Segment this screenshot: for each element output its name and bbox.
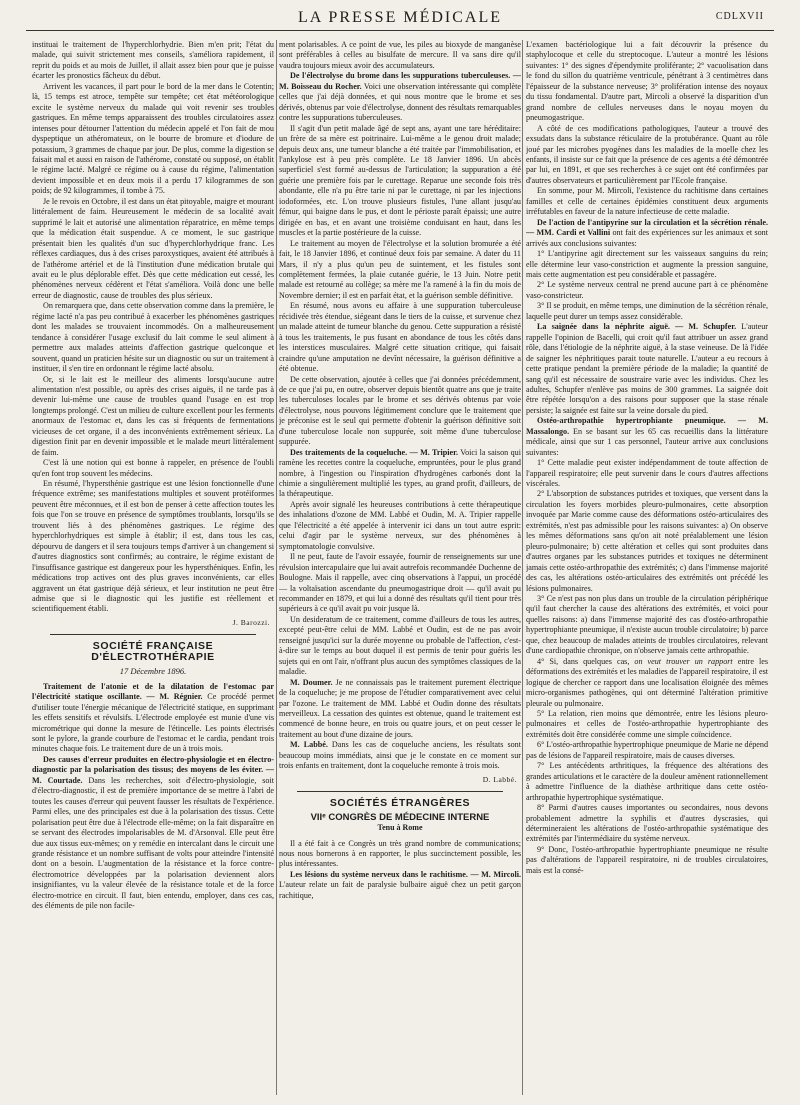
article-body: ont fait des expériences sur les animaux et sont arrivés aux conclusions suivantes: [526,228,768,248]
article [279,870,521,901]
article-title: Traitement de l'atonie et de la dilatation de l'estomac par l'électricité statique oscillante. [32,681,274,702]
article-author: — M. Tripier. [407,447,459,457]
paragraph-body: entre les déformations des extrémités et les maladies de l'appareil respiratoire, il est logique de chercher ce rapport dans une localisation éloignée des mêmes micro-organismes pathogènes, qui ont déterminé l'altération primitive pleurale ou pulmonaire. [526,656,768,708]
paragraph: 2° Le système nerveux central ne prend aucune part à ce phénomène vaso-constricteur. [526,280,768,300]
paragraph: En résumé, l'hypersthénie gastrique est une lésion fonctionnelle d'une fréquence extrême; ses manifestations multiples et souvent protéiformes peuvent être méconnues, et il est bon de penser à cette affection toutes les fois que l'on se trouve en présence de symptômes troublants, lorsqu'ils se trouvent liés à des phénomènes gastriques. Le régime des hyperchlorhydriques est simple à établir; il est, dans tous les cas, dépourvu de dangers et il sera toujours temps d'arriver à un changement si d'autres diagnostics sont confirmés; au contraire, le régime existant de l'insuffisance gastrique est dangereux pour les hypersthéniques. Enfin, les médications trop actives ont des plus graves inconvénients, car elles aggravent un état gastrique déjà sérieux, et leur institution ne peut être admise que si le diagnostic qui les justifie est réellement et scientifiquement établi. [32,479,274,614]
congress-subtitle: Tenu à Rome [377,823,423,833]
article [32,682,274,755]
paragraph: instituai le traitement de l'hyperchlorhydrie. Bien m'en prit; l'état du malade, qui suivit strictement mes conseils, s'améliora rapidement, il reprit du poids et au mois de Juillet, il allait assez bien pour que je puisse écarter les pronostics fâcheux du début. [32,40,274,81]
article-author: — M. Boisseau du Rocher. [279,71,521,91]
article [279,71,521,123]
section-heading: SOCIÉTÉS ÉTRANGÈRES [329,797,471,810]
paragraph: Arrivent les vacances, il part pour le bord de la mer dans le Cotentin; là, 15 temps est atroce, tempête sur tempête; cet état météorologique excite le système nerveux du malade qui voit revenir ses troubles gastriques. En même temps apparaissent des troubles circulatoires assez intenses pour détourner l'attention du médecin appelé et l'on fait de mou dyspeptique un athéromateux, on le bourre de bromure et d'iodure de potassium, 3 grammes de chaque par jour. De plus, comme la digestion se faisait mal et aussi en raison de l'athérome, constaté ou supposé, on établit le régime lacté. Malgré ce régime ou à cause du régime, l'alimentation devient impossible et en deux mois il a perdu 17 kilogrammes de son poids; de 92 kilogrammes, il tombe à 75. [32,81,274,196]
speaker-name: M. Labbé. [290,740,328,750]
paragraph: De cette observation, ajoutée à celles que j'ai données précédemment, de ce que j'ai pu, en outre, observer depuis bientôt quatre ans que je traite les tuberculoses locales par le brome et ses dérivés obtenus par voie d'électrolyse, nous pouvons légitimement conclure que le traitement que je préconise est le seul qui permette d'obtenir la guérison définitive soit d'une tuberculose locale non suppurée, soit même d'une tuberculose suppurée. [279,374,521,447]
article [526,322,768,416]
paragraph [279,740,521,771]
paragraph: Je le revois en Octobre, il est dans un état pitoyable, maigre et mourant littéralement de faim. Heureusement le médecin de sa localité avait supprimé le lait et autorisé une alimentation réparatrice, en même temps que la médication était suspendue. A ce moment, le suc gastrique présentait bien les qualités d'un suc d'hyperchlorhydrique franc. Les réflexes cardiaques, dus à des crises paroxystiques, avaient été attribués à de l'athérome artériel et de là l'institution d'une médication brutale qui avait eu le plus déplorable effet. Dès que cette médication eut cessé, les phénomènes nerveux cédèrent et l'état s'améliora. Voilà donc une belle erreur de diagnostic, cause de troubles des plus sérieux. [32,196,274,300]
column-3 [526,40,768,1095]
article-author: — M. Courtade. [32,765,274,785]
paragraph: 3° Il se produit, en même temps, une diminution de la sécrétion rénale, laquelle peut durer un temps assez considérable. [526,301,768,321]
article-author: — M. Mircoli. [467,869,521,879]
paragraph: En somme, pour M. Mircoli, l'existence du rachitisme dans certaines familles et celle de certaines épidémies constituent deux arguments irréfutables en faveur de la nature infectieuse de cette maladie. [526,186,768,217]
paragraph: Un desideratum de ce traitement, comme d'ailleurs de tous les autres, excepté peut-être celui de MM. Labbé et Oudin, est de ne pas avoir renseigné jusqu'ici sur la durée moyenne ou probable de l'affection, c'est-à-dire sur le temps au bout duquel il est permis de tenir pour guéris les sujets qui en ont l'air, n'offrant plus aucun des symptômes classiques de la maladie. [279,614,521,677]
paragraph: C'est là une notion qui est bonne à rappeler, en présence de l'oubli qu'en font trop souvent les médecins. [32,458,274,478]
article-body: L'auteur relate un fait de paralysie bulbaire aiguë chez un petit garçon rachitique, [279,880,521,900]
header-rule [26,30,774,31]
paragraph: Or, si le lait est le meilleur des aliments lorsqu'aucune autre alimentation n'est possible, ou après des crises aiguës, il ne tarde pas à devenir lui-même une cause de troubles quand l'usage en est trop longtemps prolongé. C'est un milieu de culture excellent pour les ferments anormaux de l'estomac et, dans les cas si fréquents de fermentations vicieuses de cet organe, il a des inconvénients extrêmement sérieux. La digestion finit par en devenir impossible et le malade meurt littéralement de faim. [32,374,274,457]
article [279,448,521,500]
article-title: De l'action de l'antipyrine sur la circulation et la sécrétion rénale. [537,217,768,227]
article [32,755,274,912]
article-author: — M. Régnier. [141,692,203,702]
article-title: Des causes d'erreur produites en électro-physiologie et en électro-diagnostic par la polarisation des tissus; des moyens de les éviter. [32,754,274,775]
article-body: Dans les recherches, soit d'électro-physiologie, soit d'électro-diagnostic, il est de première importance de se mettre à l'abri de toutes les causes d'erreur qui peuvent fausser les résultats de l'expérience. Parmi elles, une des principales est due à la polarisation des tissus. Cette polarisation peut être due à l'électrode elle-même; on la fait disparaître en se servant des électrodes impolarisables de M. d'Arsonval. Elle peut être due aux tissus eux-mêmes; on y remédie en intercalant dans le circuit une grande résistance et un nombre suffisant de volts pour atteindre l'intensité dont on a besoin. L'augmentation de la résistance et la force contre-électromotrice développées par la polarisation deviennent alors insignifiantes, vu la valeur élevée de la résistance totale et de la force électro-motrice en circuit. Il faut, bien entendu, employer, dans ces cas, des éléments de pile non facile- [32,775,274,911]
article-author: — M. Massalongo. [526,416,768,436]
section-rule [297,791,503,792]
page-number: CDLXVII [715,11,764,22]
paragraph: Après avoir signalé les heureuses contributions à cette thérapeutique des inhalations d'ozone de MM. Labbé et Oudin, M. A. Tripier rappelle que l'électricité a été appelée à intervenir ici dans un tout autre esprit: celui d'agir par le système nerveux, sur des phénomènes à symptomatologie convulsive. [279,499,521,551]
paragraph-body: 4° Si, dans quelques cas, [537,656,635,666]
paragraph: 9° Donc, l'ostéo-arthropathie hypertrophiante pneumique ne résulte pas d'altérations de l'appareil respiratoire, ni de troubles circulatoires, mais est la consé- [526,844,768,875]
paragraph: Le traitement au moyen de l'électrolyse et la solution bromurée a été fait, le 18 Janvier 1896, et continué deux fois par semaine. A dater du 11 Mars, il n'y a plus qu'un peu de suintement, et les fistules sont complètement fermées, la plaie cutanée guérie, le 13 Juin. Notre petit malade est retourné au collège; sa mère me l'a ramené à la fin du mois de Novembre dernier; il est en parfait état, et la guérison semble définitive. [279,238,521,300]
article-title: Des traitements de la coqueluche. [290,447,408,457]
article [526,218,768,249]
speaker-name: M. Doumer. [290,677,333,687]
article-body: En se basant sur les 65 cas recueillis dans la littérature médicale, ainsi que sur 1 cas personnel, l'auteur arrive aux conclusions suivantes: [526,426,768,457]
paragraph: 3° Ce n'est pas non plus dans un trouble de la circulation périphérique qu'il faut chercher la cause des altérations des extrémités, et voici pour quelles raisons: a) dans l'immense majorité des cas d'ostéo-arthropathie hypertrophiante pneumique, il n'existe aucun trouble circulatoire; b) parce que, chez beaucoup de malades atteints de troubles circulatoires, relevant d'une cardiopathie chronique, on n'observe jamais cette arthropathie. [526,594,768,656]
paragraph: L'examen bactériologique lui a fait découvrir la présence du staphylocoque et celle du streptocoque. L'auteur a montré les lésions suivantes: 1° des signes d'épendymite proliférante; 2° vacuolisation dans le fond du sillon du quatrième ventricule, pénétrant à 3 centimètres dans l'épaisseur de la substance nerveuse; 3° prolifération intense des noyaux du tissu fondamental. D'autre part, Mircoli a observé la disparition d'un grand nombre de cellules nerveuses dans le noyau moyen du pneumogastrique. [526,40,768,123]
paragraph [526,657,768,709]
emphasis: on veut trouver un rapport [634,656,733,666]
column-2 [279,40,521,1095]
paragraph: Il s'agit d'un petit malade âgé de sept ans, ayant une tare héréditaire: un frère de sa mère est poitrinaire. Lui-même a le genou droit malade; depuis deux ans, une tumeur blanche a été traitée par l'immobilisation, et l'ankylose est à peu près complète. Le 18 Janvier 1896. Un abcès superficiel s'est formé au-dessus de l'articulation; la suppuration a été guérie une première fois par le curettage. Reparue une seconde fois très abondante, elle n'a pu être tarie ni par le curettage, ni par les injections iodoformées, etc. L'on trouve plusieurs fistules, l'une allant jusqu'au fémur, qui baigne dans le pus, et dont le périoste paraît épaissi; une autre dirigée en bas, et en avant une troisième conduisant en haut, dans les muscles et la partie postérieure de la cuisse. [279,123,521,238]
section-date: 17 Décembre 1896. [119,666,187,677]
article-title: De l'électrolyse du brome dans les suppurations tuberculeuses. [290,71,511,81]
article-author: — M. Schupfer. [669,322,737,332]
article [526,416,768,458]
author-signature: D. Labbé. [482,774,517,784]
page-header [0,0,800,40]
paragraph [279,678,521,741]
paragraph-body: Je ne connaissais pas le traitement purement électrique de la coqueluche; je me propose de l'étudier comparativement avec celui par l'ozone. Le traitement de MM. Labbé et Oudin donne des résultats merveilleux. La cessation des quintes est obtenue, quand le traitement est commencé de bonne heure, en trois ou quatre jours, et on peut cesser le traitement au bout d'une dizaine de jours. [279,677,521,739]
column-1 [32,40,274,1095]
journal-title: LA PRESSE MÉDICALE [297,9,502,26]
article-body: Ce procédé permet d'utiliser toute l'énergie mécanique de l'électricité statique, en supprimant les effets sensitifs et révulsifs. L'électrode employée est munie d'une vis micrométrique qui donne la mesure de l'étincelle. Les points électrisés sont le pylore, la grande courbure de l'estomac et le cardia, pendant trois minutes chaque fois. Le traitement dure de un à trois mois. [32,692,274,754]
paragraph: Il ne peut, faute de l'avoir essayée, fournir de renseignements sur une révulsion intercapulaire que lui avait autrefois recommandée Duchenne de Boulogne. Mais il rappelle, avec cinq observations à l'appui, un procédé — la voltaïsation ascendante du pneumogastrique droit — qu'il avait pu recommander en 1879, et qui lui a donné des résultats qu'il tient pour très supérieurs à ce qu'il avait pu voir jusque là. [279,552,521,614]
paragraph: 8° Parmi d'autres causes importantes ou secondaires, nous devons probablement admettre la syphilis et d'autres dyscrasies, qui détermineraient les altérations de l'ostéo-arthropathie systématique des extrémités par l'intermédiaire du système nerveux. [526,803,768,844]
paragraph: 1° Cette maladie peut exister indépendamment de toute affection de l'appareil respiratoire; elle peut survenir dans le cours d'autres affections viscérales. [526,458,768,489]
article-title: Les lésions du système nerveux dans le rachitisme. [290,869,468,879]
paragraph: En résumé, nous avons eu affaire à une suppuration tuberculeuse récidivée très étendue, siégeant dans le tiers de la cuisse, et survenue chez un malade atteint de tumeur blanche du genou. Cette suppuration a résisté à tous les traitements, le pus fusant en abondance de tous les côtés dans les interstices musculaires. Malgré cette situation critique, qui faisait craindre qu'une amputation ne devînt nécessaire, la guérison définitive a été obtenue. [279,301,521,374]
section-heading: SOCIÉTÉ FRANÇAISE D'ÉLECTROTHÉRAPIE [91,640,215,663]
paragraph: 2° L'absorption de substances putrides et toxiques, que versent dans la circulation les foyers morbides pleuro-pulmonaires, cette absorption invoquée par Marie comme cause des déformations ostéo-articulaires des extrémités, n'est pas admissible pour les raisons suivantes: a) On observe les mêmes déformations sans qu'on ait noté préalablement une lésion pleuro-pulmonaire; b) cette altération et celles qui sont produites dans d'autres organes par les substances putrides et toxiques ne déterminent jamais cette ostéo-arthropathie des extrémités; c) dans l'immense majorité des cas, les altérations ostéo-articulaires des extrémités ont précédé les lésions pulmonaires. [526,489,768,593]
paragraph: 5° La relation, rien moins que démontrée, entre les lésions pleuro-pulmonaires et celles de l'ostéo-arthropathie hypertrophiante des extrémités doit être considérée comme une simple coïncidence. [526,709,768,739]
column-divider-1 [276,40,277,1095]
congress-title: VIIᵉ CONGRÈS DE MÉDECINE INTERNE [310,811,490,823]
article-body: Voici une observation intéressante qui complète celles que j'ai déjà données, et qui nous montre que le brome et ses dérivés, obtenus par voie d'électrolyse, donnent des résultats remarquables contre les suppurations tuberculeuses. [279,81,521,123]
paragraph: 6° L'ostéo-arthropathie hypertrophique pneumique de Marie ne dépend pas de lésions de l'appareil respiratoire, mais de causes diverses. [526,740,768,760]
paragraph: On remarquera que, dans cette observation comme dans la première, le régime lacté n'a pas peu contribué à exacerber les phénomènes gastriques dont les malades se trouvaient incommodés. On a malheureusement tendance à considérer l'usage exclusif du lait comme le seul aliment à permettre aux malades atteints d'affection gastrique quelconque et souvent, quand un praticien hésite sur un diagnostic ou sur un traitement à instituer, il s'en tire en ordonnant le régime lacté absolu. [32,301,274,374]
paragraph: Il a été fait à ce Congrès un très grand nombre de communications; nous nous bornerons à en rapporter, le plus succinctement possible, les plus intéressantes. [279,838,521,869]
author-signature: J. Barozzi. [232,617,270,627]
paragraph: ment polarisables. A ce point de vue, les piles au bioxyde de manganèse sont préférables à celles au bisulfate de mercure. Il va sans dire qu'il vaudra toujours mieux avoir des accumulateurs. [279,40,521,70]
column-divider-2 [522,40,523,1095]
article-body: Voici la saison qui ramène les recettes contre la coqueluche, empruntées, pour le plus grand nombre, à l'ingestion ou l'inspiration d'hydrogènes carbonés dont la chimie a singulièrement multiplié les types, au grand profit, d'ailleurs, de la thérapeutique. [279,447,521,499]
section-rule [50,634,256,635]
paragraph: 7° Les antécédents arthritiques, la fréquence des altérations des grandes articulations et le caractère de la douleur amènent rationnellement à admettre l'influence de la diathèse arthritique dans cette ostéo-arthropathie hypertrophique systématique. [526,761,768,802]
article-title: La saignée dans la néphrite aiguë. [537,322,670,332]
article-title: Ostéo-arthropathie hypertrophiante pneumique. [537,416,726,426]
article-author: — MM. Cardi et Vallini [526,228,611,238]
article-body: L'auteur rappelle l'opinion de Bacelli, qui croit qu'il faut attribuer un assez grand rôle, dans l'étiologie de la néphrite aiguë, à la stase veineuse. De là l'idée de saigner les néphritiques parait toute naturelle. L'auteur a eu recours à cette pratique pendant la première période de la maladie; la quantité de sang qu'il est nécessaire de soustraire varie avec les individus. Chez les adultes, Schupfer n'enlève pas moins de 300 grammes. La saignée doit être répétée lorsqu'on a des raisons pour supposer que la stase rénale persiste; la saignée est faite sur la veine dorsale du pied. [526,322,768,415]
paragraph-body: Dans les cas de coqueluche anciens, les résultats sont beaucoup moins immédiats, ainsi que je le constate en ce moment sur trois enfants en traitement, dont la coqueluche remonte à trois mois. [279,740,521,771]
paragraph: 1° L'antipyrine agit directement sur les vaisseaux sanguins du rein; elle détermine leur vaso-constriction et augmente la pression sanguine, mais cette augmentation est peu considérable et passagère. [526,249,768,279]
paragraph: A côté de ces modifications pathologiques, l'auteur a trouvé des exsudats dans la substance réticulaire de la protubérance. Quant au rôle joué par les microbes pyogènes dans les maladies de la moelle chez les enfants, il insiste sur ce fait que la présence de ces agents a été démontrée par lui, en 1891, et que ses recherches à ce sujet ont été confirmées par d'autres observateurs et particulièrement par l'Ecole française. [526,123,768,185]
